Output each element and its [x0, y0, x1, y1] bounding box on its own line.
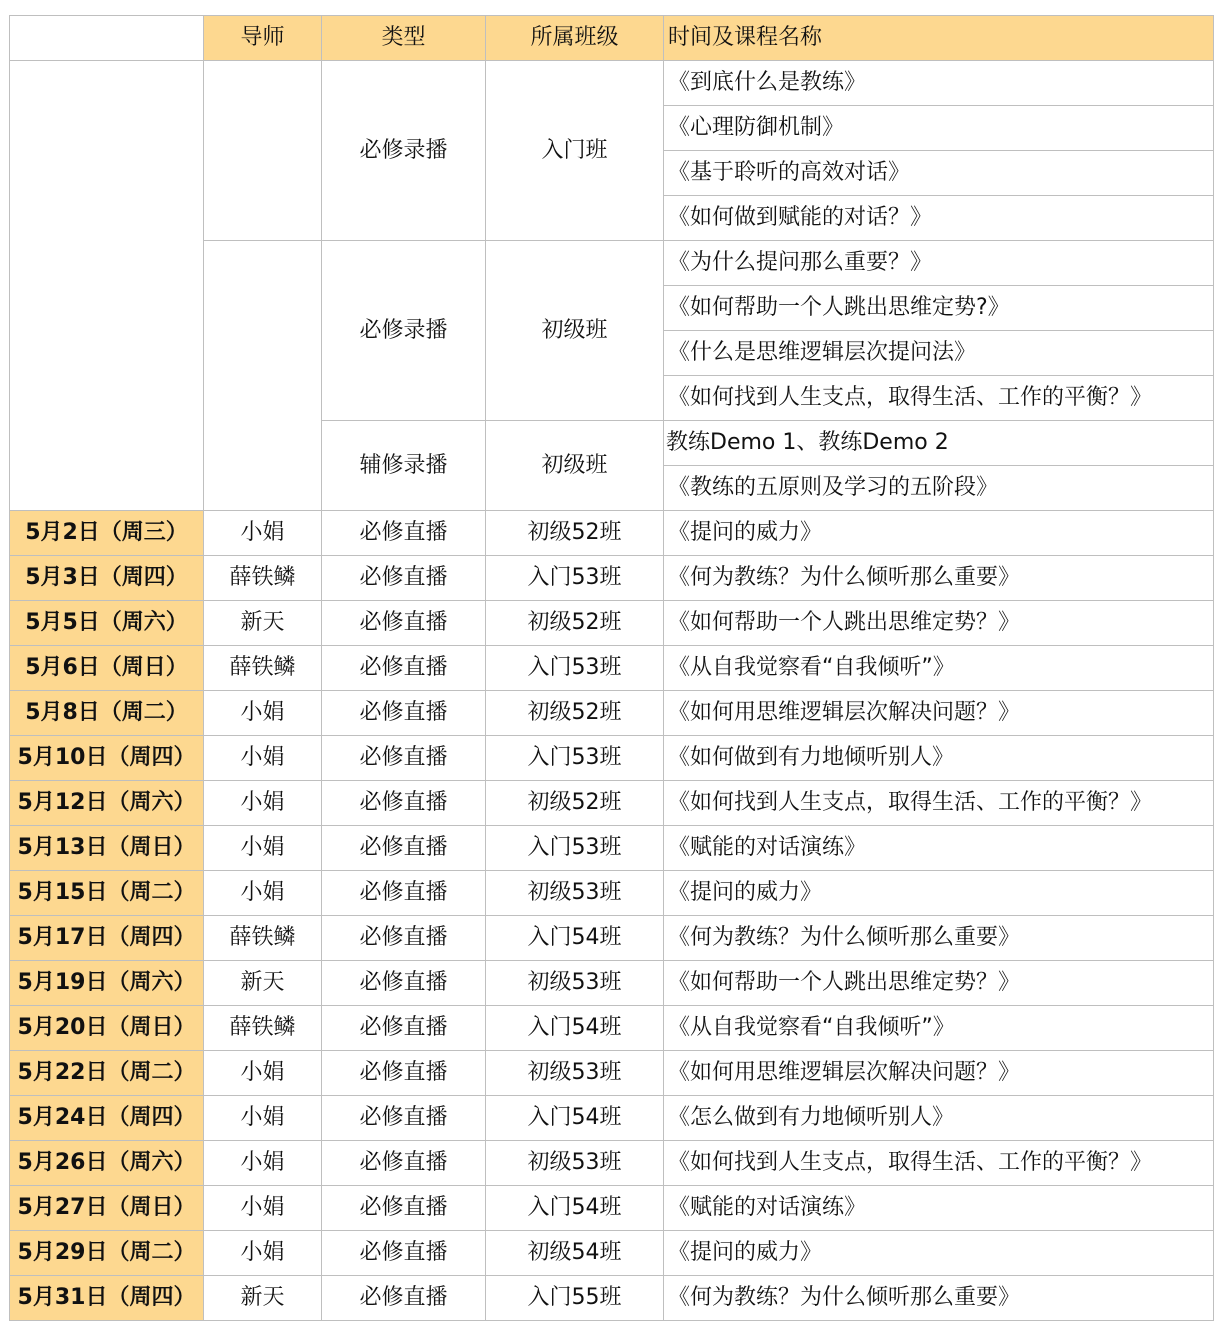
course-cell: 《怎么做到有力地倾听别人》 [664, 1096, 1214, 1141]
recorded-blank-date-cell [10, 61, 204, 511]
date-cell: 5月17日（周四） [10, 916, 204, 961]
header-course: 时间及课程名称 [664, 16, 1214, 61]
recorded-course-cell: 教练Demo 1、教练Demo 2 [664, 421, 1214, 466]
date-cell: 5月12日（周六） [10, 781, 204, 826]
course-cell: 《提问的威力》 [664, 511, 1214, 556]
table-row [10, 781, 1214, 826]
recorded-class-cell: 初级班 [486, 241, 664, 421]
course-cell: 《如何找到人生支点，取得生活、工作的平衡？》 [664, 781, 1214, 826]
recorded-type-cell: 必修录播 [322, 61, 486, 241]
date-cell: 5月6日（周日） [10, 646, 204, 691]
mentor-cell: 小娟 [204, 826, 322, 871]
date-cell: 5月19日（周六） [10, 961, 204, 1006]
mentor-cell: 小娟 [204, 781, 322, 826]
recorded-course-cell: 《到底什么是教练》 [664, 61, 1214, 106]
type-cell: 必修直播 [322, 646, 486, 691]
mentor-cell: 小娟 [204, 691, 322, 736]
course-cell: 《提问的威力》 [664, 1231, 1214, 1276]
class-cell: 初级53班 [486, 871, 664, 916]
date-cell: 5月24日（周四） [10, 1096, 204, 1141]
table-row [10, 1231, 1214, 1276]
recorded-course-cell: 《如何帮助一个人跳出思维定势?》 [664, 286, 1214, 331]
date-cell: 5月3日（周四） [10, 556, 204, 601]
class-cell: 入门53班 [486, 646, 664, 691]
table-row [10, 1051, 1214, 1096]
class-cell: 初级52班 [486, 601, 664, 646]
mentor-cell: 小娟 [204, 871, 322, 916]
header-mentor: 导师 [204, 16, 322, 61]
class-cell: 初级53班 [486, 961, 664, 1006]
live-schedule-body [10, 511, 1214, 1321]
date-cell: 5月27日（周日） [10, 1186, 204, 1231]
header-row [10, 16, 1214, 61]
course-schedule-table [9, 15, 1214, 1321]
date-cell: 5月13日（周日） [10, 826, 204, 871]
class-cell: 初级52班 [486, 511, 664, 556]
table-row [10, 1096, 1214, 1141]
table-row [10, 871, 1214, 916]
mentor-cell: 新天 [204, 961, 322, 1006]
mentor-cell: 小娟 [204, 1141, 322, 1186]
recorded-mentor-cell [204, 241, 322, 511]
table-row [10, 556, 1214, 601]
mentor-cell: 小娟 [204, 511, 322, 556]
mentor-cell: 小娟 [204, 1231, 322, 1276]
type-cell: 必修直播 [322, 1141, 486, 1186]
course-cell: 《从自我觉察看“自我倾听”》 [664, 1006, 1214, 1051]
class-cell: 入门54班 [486, 1186, 664, 1231]
table-row [10, 916, 1214, 961]
header-type: 类型 [322, 16, 486, 61]
class-cell: 入门54班 [486, 1006, 664, 1051]
type-cell: 必修直播 [322, 511, 486, 556]
class-cell: 初级54班 [486, 1231, 664, 1276]
course-cell: 《提问的威力》 [664, 871, 1214, 916]
table-row [10, 1141, 1214, 1186]
recorded-mentor-cell [204, 61, 322, 241]
date-cell: 5月31日（周四） [10, 1276, 204, 1321]
course-cell: 《如何找到人生支点，取得生活、工作的平衡？》 [664, 1141, 1214, 1186]
course-cell: 《如何用思维逻辑层次解决问题？》 [664, 691, 1214, 736]
date-cell: 5月10日（周四） [10, 736, 204, 781]
mentor-cell: 新天 [204, 1276, 322, 1321]
mentor-cell: 小娟 [204, 1096, 322, 1141]
table-row [10, 601, 1214, 646]
mentor-cell: 薛铁鳞 [204, 916, 322, 961]
recorded-course-cell: 《如何做到赋能的对话？》 [664, 196, 1214, 241]
type-cell: 必修直播 [322, 1006, 486, 1051]
type-cell: 必修直播 [322, 781, 486, 826]
recorded-course-cell: 《教练的五原则及学习的五阶段》 [664, 466, 1214, 511]
table-row [10, 691, 1214, 736]
recorded-course-cell: 《什么是思维逻辑层次提问法》 [664, 331, 1214, 376]
recorded-row [10, 61, 1214, 106]
type-cell: 必修直播 [322, 871, 486, 916]
table-row [10, 1186, 1214, 1231]
recorded-type-cell: 辅修录播 [322, 421, 486, 511]
mentor-cell: 薛铁鳞 [204, 556, 322, 601]
date-cell: 5月8日（周二） [10, 691, 204, 736]
type-cell: 必修直播 [322, 601, 486, 646]
date-cell: 5月15日（周二） [10, 871, 204, 916]
course-cell: 《何为教练？为什么倾听那么重要》 [664, 916, 1214, 961]
type-cell: 必修直播 [322, 1096, 486, 1141]
type-cell: 必修直播 [322, 1231, 486, 1276]
table-row [10, 1276, 1214, 1321]
type-cell: 必修直播 [322, 1051, 486, 1096]
mentor-cell: 新天 [204, 601, 322, 646]
type-cell: 必修直播 [322, 556, 486, 601]
class-cell: 初级53班 [486, 1141, 664, 1186]
mentor-cell: 小娟 [204, 1051, 322, 1096]
class-cell: 入门54班 [486, 916, 664, 961]
header-class: 所属班级 [486, 16, 664, 61]
date-cell: 5月29日（周二） [10, 1231, 204, 1276]
recorded-course-cell: 《基于聆听的高效对话》 [664, 151, 1214, 196]
class-cell: 初级52班 [486, 691, 664, 736]
class-cell: 入门53班 [486, 826, 664, 871]
date-cell: 5月22日（周二） [10, 1051, 204, 1096]
date-cell: 5月2日（周三） [10, 511, 204, 556]
date-cell: 5月5日（周六） [10, 601, 204, 646]
class-cell: 入门54班 [486, 1096, 664, 1141]
type-cell: 必修直播 [322, 691, 486, 736]
date-cell: 5月26日（周六） [10, 1141, 204, 1186]
course-cell: 《如何做到有力地倾听别人》 [664, 736, 1214, 781]
recorded-class-cell: 初级班 [486, 421, 664, 511]
course-cell: 《何为教练？为什么倾听那么重要》 [664, 556, 1214, 601]
table-row [10, 736, 1214, 781]
type-cell: 必修直播 [322, 826, 486, 871]
class-cell: 初级53班 [486, 1051, 664, 1096]
class-cell: 入门53班 [486, 736, 664, 781]
recorded-course-cell: 《为什么提问那么重要？》 [664, 241, 1214, 286]
course-cell: 《何为教练？为什么倾听那么重要》 [664, 1276, 1214, 1321]
mentor-cell: 薛铁鳞 [204, 1006, 322, 1051]
class-cell: 入门53班 [486, 556, 664, 601]
course-cell: 《如何帮助一个人跳出思维定势？》 [664, 601, 1214, 646]
table-row [10, 646, 1214, 691]
course-cell: 《从自我觉察看“自我倾听”》 [664, 646, 1214, 691]
course-cell: 《赋能的对话演练》 [664, 826, 1214, 871]
class-cell: 初级52班 [486, 781, 664, 826]
course-cell: 《赋能的对话演练》 [664, 1186, 1214, 1231]
mentor-cell: 小娟 [204, 1186, 322, 1231]
type-cell: 必修直播 [322, 736, 486, 781]
recorded-course-cell: 《心理防御机制》 [664, 106, 1214, 151]
date-cell: 5月20日（周日） [10, 1006, 204, 1051]
mentor-cell: 薛铁鳞 [204, 646, 322, 691]
type-cell: 必修直播 [322, 1186, 486, 1231]
recorded-class-cell: 入门班 [486, 61, 664, 241]
recorded-course-cell: 《如何找到人生支点，取得生活、工作的平衡？》 [664, 376, 1214, 421]
course-cell: 《如何帮助一个人跳出思维定势？》 [664, 961, 1214, 1006]
table-row [10, 511, 1214, 556]
type-cell: 必修直播 [322, 1276, 486, 1321]
table-row [10, 826, 1214, 871]
table-row [10, 1006, 1214, 1051]
header-corner-cell [10, 16, 204, 61]
type-cell: 必修直播 [322, 916, 486, 961]
course-cell: 《如何用思维逻辑层次解决问题？》 [664, 1051, 1214, 1096]
type-cell: 必修直播 [322, 961, 486, 1006]
class-cell: 入门55班 [486, 1276, 664, 1321]
table-row [10, 961, 1214, 1006]
recorded-type-cell: 必修录播 [322, 241, 486, 421]
mentor-cell: 小娟 [204, 736, 322, 781]
